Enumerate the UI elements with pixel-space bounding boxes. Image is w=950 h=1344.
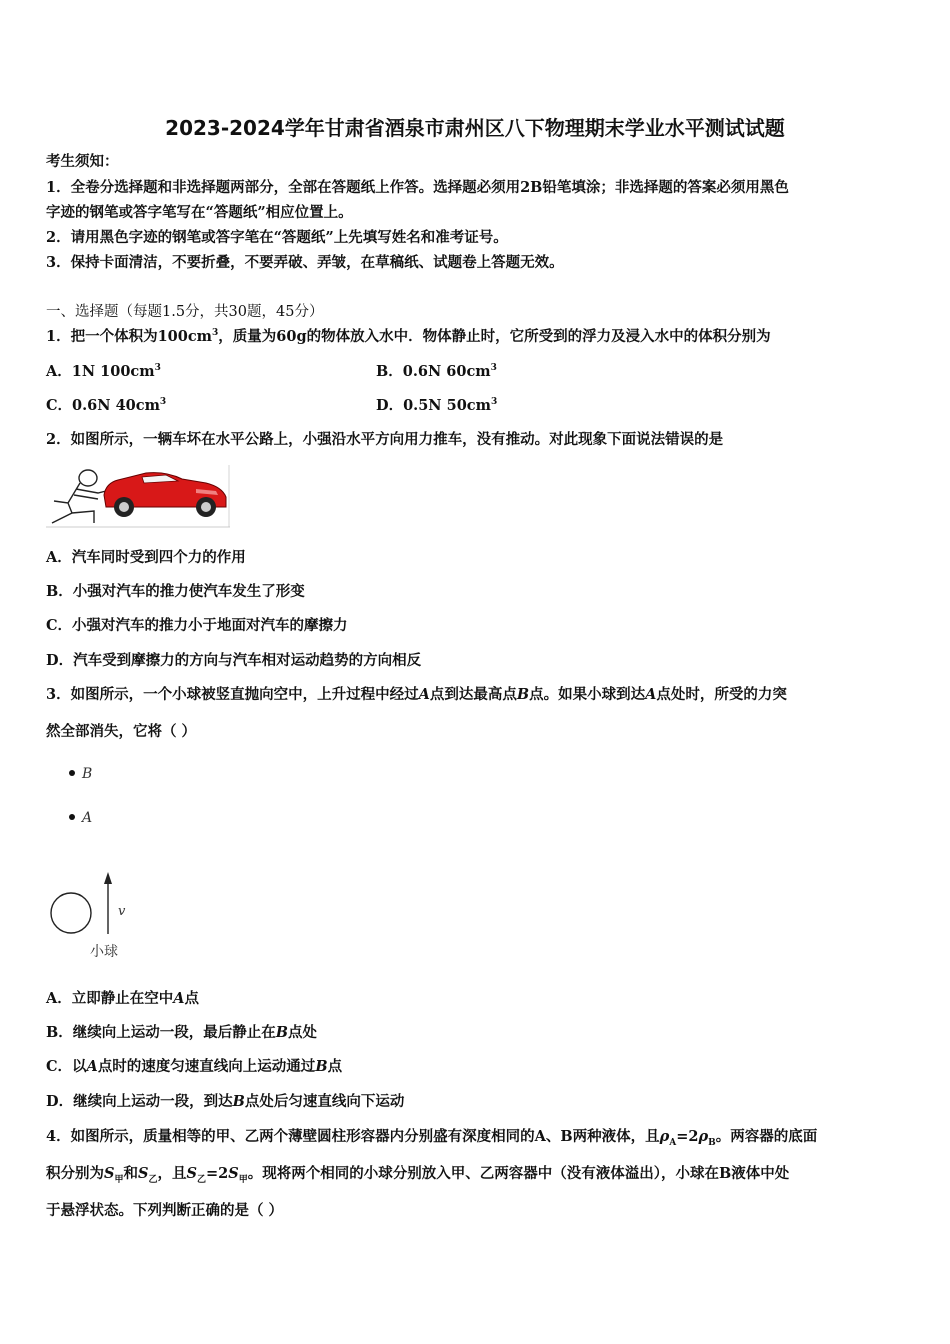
- q3-option-c[interactable]: C．以A点时的速度匀速直线向上运动通过B点: [46, 1058, 343, 1075]
- point-a-dot: [69, 814, 75, 820]
- q2-option-d[interactable]: D．汽车受到摩擦力的方向与汽车相对运动趋势的方向相反: [46, 652, 422, 669]
- q3-option-d[interactable]: D．继续向上运动一段，到达B点处后匀速直线向下运动: [46, 1093, 405, 1110]
- notice-item-3: 3．保持卡面清洁，不要折叠，不要弄破、弄皱，在草稿纸、试题卷上答题无效。: [46, 254, 564, 271]
- label-a: A: [82, 810, 93, 826]
- q2-figure-push-car: [46, 463, 230, 529]
- ball-circle: [51, 893, 91, 933]
- q2-option-b[interactable]: B．小强对汽车的推力使汽车发生了形变: [46, 583, 305, 600]
- notice-item-1-cont: 字迹的钢笔或答字笔写在“答题纸”相应位置上。: [46, 204, 353, 221]
- q4-stem-line3: 于悬浮状态。下列判断正确的是（ ）: [46, 1202, 284, 1219]
- q1-stem: 1．把一个体积为$100cm^3$，质量为60g的物体放入水中．物体静止时，它所受到的浮力及浸入水中的体积分别为: [46, 328, 771, 345]
- q3-option-b[interactable]: B．继续向上运动一段，最后静止在B点处: [46, 1024, 318, 1041]
- arrow-head: [104, 872, 112, 884]
- red-car: [104, 473, 226, 517]
- q1-option-b[interactable]: B．0.6N $60cm^3$: [376, 363, 497, 380]
- label-ball: 小球: [90, 944, 118, 960]
- q4-stem-line1: 4．如图所示，质量相等的甲、乙两个薄壁圆柱形容器内分别盛有深度相同的A、B两种液体，且$\rho_A=2\rho_B$。两容器的底面: [46, 1128, 818, 1148]
- q2-stem: 2．如图所示，一辆车坏在水平公路上，小强沿水平方向用力推车，没有推动。对此现象下面说法错误的是: [46, 431, 724, 448]
- q1-option-a[interactable]: A．1N $100cm^3$: [46, 363, 161, 380]
- q3-stem-line1: 3．如图所示，一个小球被竖直抛向空中，上升过程中经过A点到达最高点B点。如果小球到达A点处时，所受的力突: [46, 686, 787, 703]
- section-heading: 一、选择题（每题1.5分，共30题，45分）: [46, 304, 324, 320]
- label-b: B: [82, 766, 93, 782]
- notice-item-1: 1．全卷分选择题和非选择题两部分，全部在答题纸上作答。选择题必须用2B铅笔填涂；非选择题的答案必须用黑色: [46, 179, 789, 196]
- q2-option-c[interactable]: C．小强对汽车的推力小于地面对汽车的摩擦力: [46, 617, 348, 634]
- person-figure: [52, 470, 106, 523]
- q2-option-a[interactable]: A．汽车同时受到四个力的作用: [46, 549, 246, 566]
- label-v: v: [118, 904, 126, 919]
- q3-option-a[interactable]: A．立即静止在空中A点: [46, 990, 200, 1007]
- q3-figure-ball: [46, 758, 146, 968]
- notice-heading: 考生须知：: [46, 153, 119, 170]
- notice-item-2: 2．请用黑色字迹的钢笔或答字笔在“答题纸”上先填写姓名和准考证号。: [46, 229, 508, 246]
- q1-option-c[interactable]: C．0.6N $40cm^3$: [46, 397, 167, 414]
- q4-stem-line2: 积分别为$S_甲$和$S_乙$，且$S_乙=2S_甲$。现将两个相同的小球分别放入甲、乙两容器中（没有液体溢出），小球在B液体中处: [46, 1165, 790, 1185]
- point-b-dot: [69, 770, 75, 776]
- q3-stem-line2: 然全部消失，它将（ ）: [46, 723, 197, 740]
- q1-option-d[interactable]: D．0.5N $50cm^3$: [376, 397, 498, 414]
- page-title: 2023-2024学年甘肃省酒泉市肃州区八下物理期末学业水平测试试题: [165, 116, 785, 140]
